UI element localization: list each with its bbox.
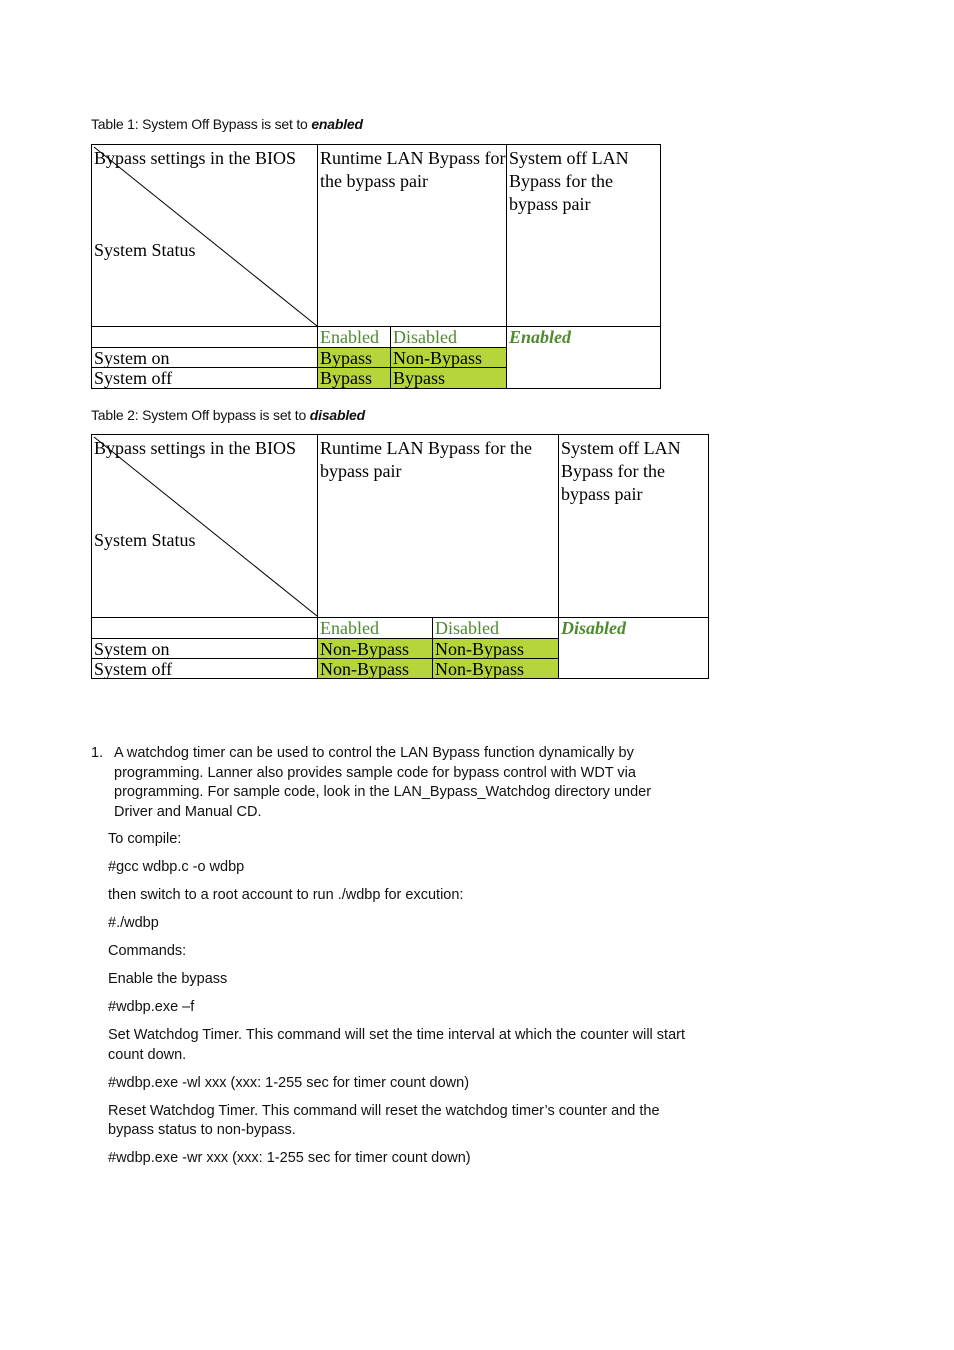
table1-caption-prefix: Table 1: System Off Bypass is set to [91, 116, 312, 132]
table1-header-sysoff: System off LAN Bypass for the bypass pair [509, 148, 629, 214]
table1-cell-status: Non-Bypass [391, 348, 506, 367]
table2-header-sysoff: System off LAN Bypass for the bypass pair [561, 438, 681, 504]
table2 [91, 434, 709, 679]
table1-row-label: System off [94, 368, 173, 388]
item-number: 1. [91, 745, 104, 761]
item-text: A watchdog timer can be used to control the LAN Bypass function dynamically by programming. Lanner also provides sample code for bypass control with WDT via programming. For sample code, look in the LAN_Bypass_Watchdog directory under Driver and Manual CD. [114, 745, 652, 820]
instruction-line: Set Watchdog Timer. This command will set the time interval at which the counter will start count down. [108, 1027, 686, 1063]
table2-opt-enabled: Enabled [320, 618, 379, 638]
table2-diagonal-line [92, 435, 318, 617]
instruction-line: To compile: [108, 831, 182, 847]
command-line: #wdbp.exe –f [108, 999, 195, 1015]
table1-row-label: System on [94, 348, 170, 367]
table1-header-bios: Bypass settings in the BIOS [94, 148, 297, 168]
table1-caption-value: enabled [311, 116, 363, 132]
numbered-item [91, 744, 691, 822]
table2-header-bios: Bypass settings in the BIOS [94, 438, 297, 458]
table1-caption [91, 116, 363, 132]
command-line: #wdbp.exe -wr xxx (xxx: 1-255 sec for timer count down) [108, 1150, 471, 1166]
command-line: #./wdbp [108, 915, 159, 931]
table2-cell-status: Non-Bypass [318, 659, 432, 678]
table1-header-runtime: Runtime LAN Bypass for the bypass pair [320, 148, 506, 191]
table2-header-status: System Status [94, 530, 196, 550]
table2-cell-status: Non-Bypass [433, 659, 558, 678]
table2-caption [91, 407, 365, 423]
instruction-line: then switch to a root account to run ./wdbp for excution: [108, 887, 464, 903]
table2-caption-value: disabled [309, 407, 365, 423]
table2-opt-disabled: Disabled [435, 618, 499, 638]
instruction-line: Commands: [108, 943, 187, 959]
table1-opt-enabled: Enabled [320, 327, 379, 347]
command-line: #wdbp.exe -wl xxx (xxx: 1-255 sec for timer count down) [108, 1074, 470, 1091]
table1-sysoff-value: Enabled [509, 327, 572, 347]
table1-cell-status: Bypass [391, 368, 506, 388]
instruction-line: Enable the bypass [108, 971, 228, 987]
table2-cell-status: Non-Bypass [318, 639, 432, 658]
table1-opt-disabled: Disabled [393, 327, 457, 347]
table1-cell-status: Bypass [318, 368, 390, 388]
table2-header-runtime: Runtime LAN Bypass for the bypass pair [320, 438, 532, 481]
table1 [91, 144, 661, 389]
command-line: #gcc wdbp.c -o wdbp [108, 859, 245, 875]
table2-row-label: System on [94, 639, 170, 658]
table1-header-status: System Status [94, 240, 196, 260]
instruction-line: Reset Watchdog Timer. This command will reset the watchdog timer’s counter and the bypass status to non-bypass. [108, 1102, 660, 1138]
table1-cell-status: Bypass [318, 348, 390, 367]
table2-caption-prefix: Table 2: System Off bypass is set to [91, 407, 310, 423]
instruction-lines [108, 830, 698, 1177]
table2-sysoff-value: Disabled [561, 618, 626, 638]
table2-cell-status: Non-Bypass [433, 639, 558, 658]
table1-diagonal-line [92, 145, 318, 327]
table2-row-label: System off [94, 659, 173, 678]
